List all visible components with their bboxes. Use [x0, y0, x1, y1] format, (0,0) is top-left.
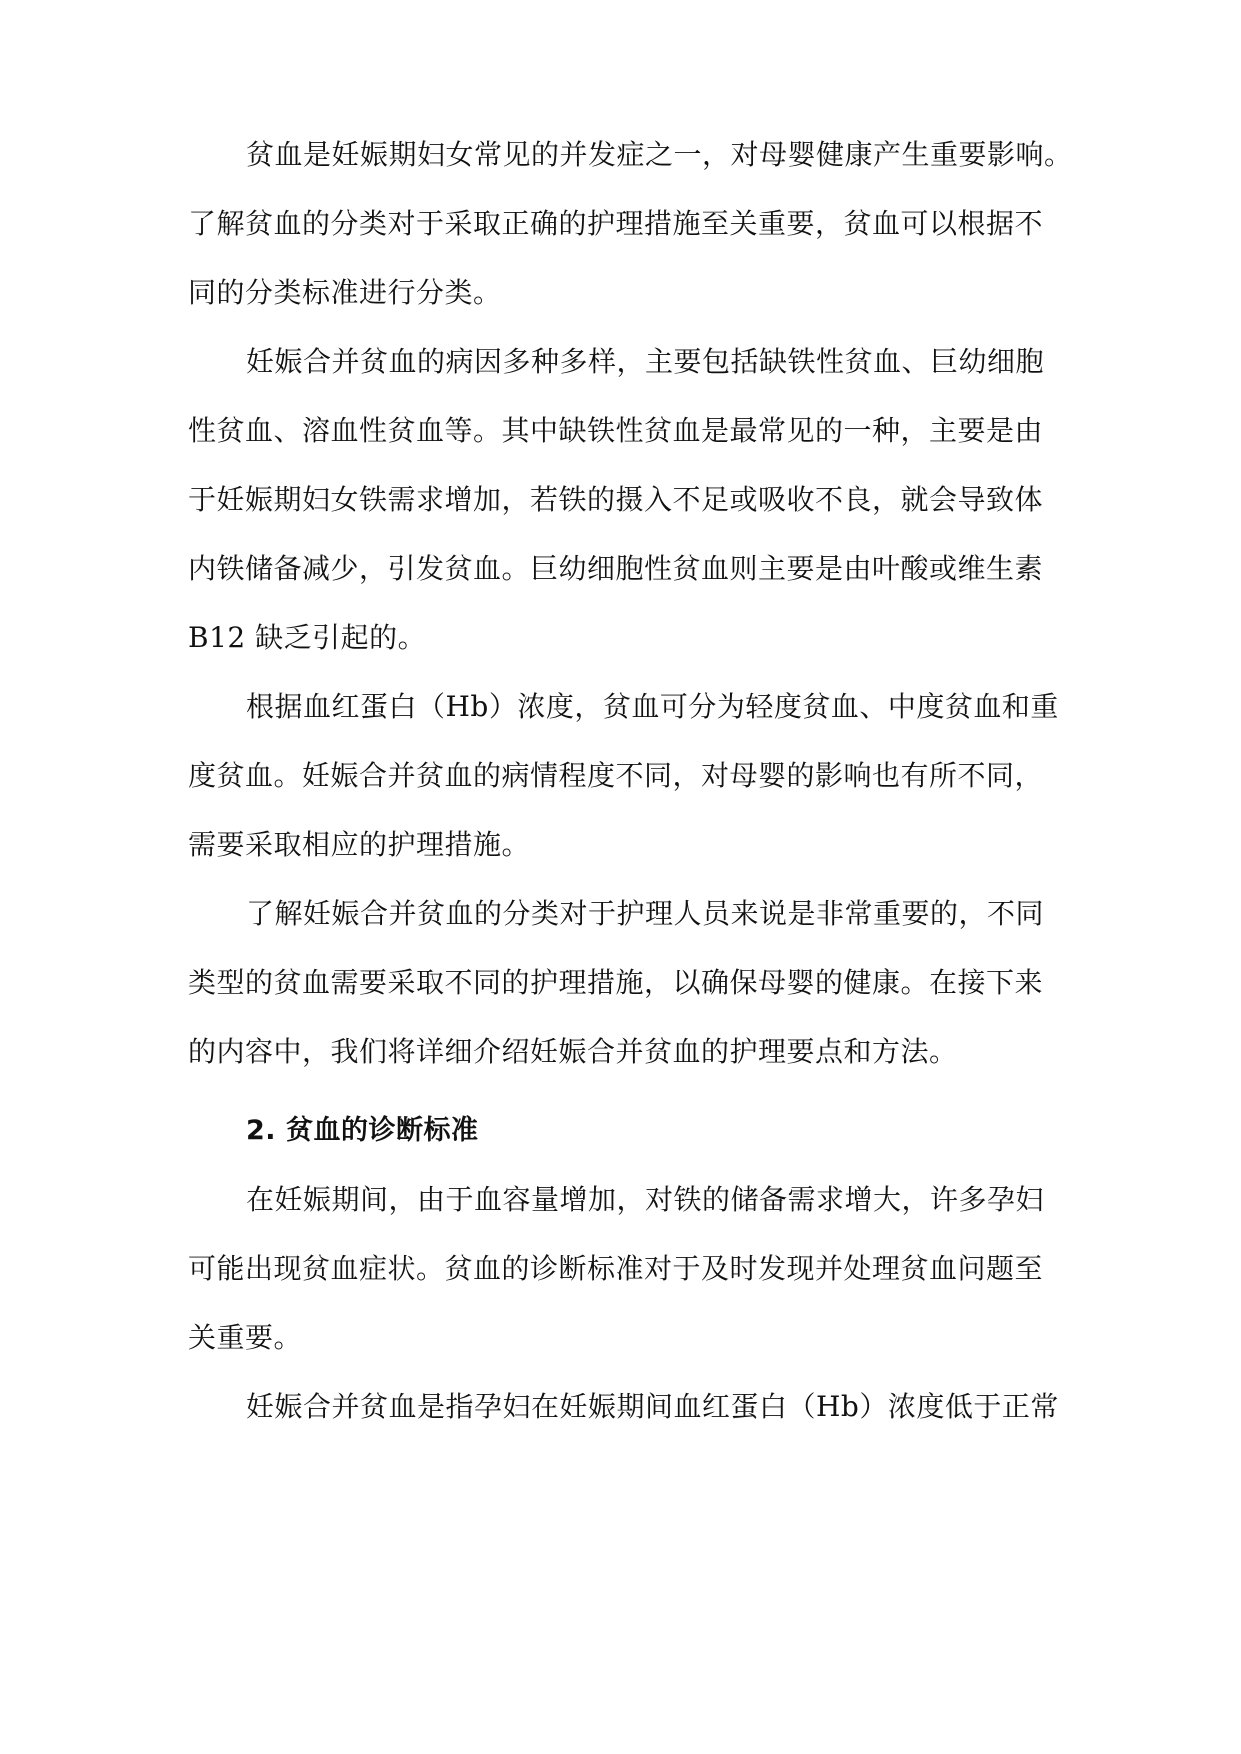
paragraph-line: 性贫血、溶血性贫血等。其中缺铁性贫血是最常见的一种，主要是由 [188, 414, 1044, 447]
paragraph-line: 同的分类标准进行分类。 [188, 276, 502, 309]
paragraph-line: 可能出现贫血症状。贫血的诊断标准对于及时发现并处理贫血问题至 [188, 1252, 1044, 1285]
paragraph-line: 需要采取相应的护理措施。 [188, 828, 531, 861]
section-heading: 2. 贫血的诊断标准 [246, 1115, 479, 1146]
paragraph-line: 妊娠合并贫血是指孕妇在妊娠期间血红蛋白（Hb）浓度低于正常 [246, 1390, 1059, 1423]
paragraph-line: 类型的贫血需要采取不同的护理措施，以确保母婴的健康。在接下来 [188, 966, 1044, 999]
paragraph-line: B12 缺乏引起的。 [188, 621, 427, 654]
paragraph-line: 内铁储备减少，引发贫血。巨幼细胞性贫血则主要是由叶酸或维生素 [188, 552, 1044, 585]
paragraph-line: 的内容中，我们将详细介绍妊娠合并贫血的护理要点和方法。 [188, 1035, 958, 1068]
paragraph-line: 贫血是妊娠期妇女常见的并发症之一，对母婴健康产生重要影响。 [246, 138, 1073, 171]
paragraph-line: 根据血红蛋白（Hb）浓度，贫血可分为轻度贫血、中度贫血和重 [246, 690, 1059, 723]
paragraph-line: 于妊娠期妇女铁需求增加，若铁的摄入不足或吸收不良，就会导致体 [188, 483, 1044, 516]
paragraph-line: 了解贫血的分类对于采取正确的护理措施至关重要，贫血可以根据不 [188, 207, 1044, 240]
paragraph-line: 了解妊娠合并贫血的分类对于护理人员来说是非常重要的，不同 [246, 897, 1045, 930]
paragraph-line: 妊娠合并贫血的病因多种多样，主要包括缺铁性贫血、巨幼细胞 [246, 345, 1045, 378]
paragraph-line: 关重要。 [188, 1321, 303, 1354]
paragraph-line: 度贫血。妊娠合并贫血的病情程度不同，对母婴的影响也有所不同， [188, 759, 1044, 792]
paragraph-line: 在妊娠期间，由于血容量增加，对铁的储备需求增大，许多孕妇 [246, 1183, 1045, 1216]
